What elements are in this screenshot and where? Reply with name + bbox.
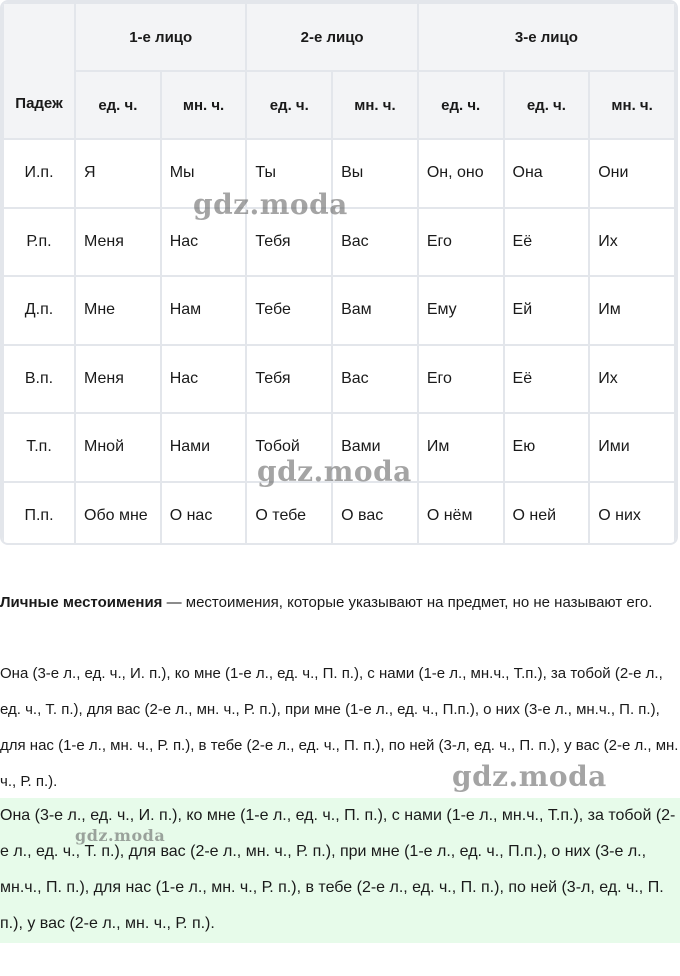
pronoun-cell: Вами: [332, 413, 418, 482]
pronoun-cell: Вам: [332, 276, 418, 345]
case-cell: Д.п.: [3, 276, 75, 345]
pronoun-cell: Вы: [332, 139, 418, 208]
example-paragraph: Она (3-е л., ед. ч., И. п.), ко мне (1-е л., ед. ч., П. п.), с нами (1-е л., мн.ч., Т.п.), за тобой (2-е л., ед. ч., Т. п.), для вас (2-е л., мн. ч., Р. п.), при мне (1-е л., ед. ч., П.п.), о них (3-е л., мн.ч., П. п.), для нас (1-е л., мн. ч., Р. п.), в тебе (2-е л., ед. ч., П. п.), по ней (3-л, ед. ч., П. п.), у вас (2-е л., мн. ч., Р. п.).: [0, 665, 679, 790]
subheader: мн. ч.: [332, 71, 418, 139]
table-subheader-row: [3, 71, 675, 139]
subheader: мн. ч.: [589, 71, 675, 139]
pronoun-cell: Ими: [589, 413, 675, 482]
table-row: [3, 276, 675, 345]
pronoun-cell: Им: [589, 276, 675, 345]
group-header-1st-person: 1-е лицо: [75, 3, 246, 71]
pronoun-cell: Мы: [161, 139, 247, 208]
subheader: мн. ч.: [161, 71, 247, 139]
table-row: [3, 345, 675, 414]
definition-text: — местоимения, которые указывают на предмет, но не называют его.: [162, 594, 653, 611]
table-row: [3, 139, 675, 208]
pronoun-cell: Мной: [75, 413, 161, 482]
pronoun-cell: О тебе: [246, 482, 332, 546]
pronoun-cell: Их: [589, 208, 675, 277]
pronoun-cell: Тебе: [246, 276, 332, 345]
subheader: ед. ч.: [504, 71, 590, 139]
definition-term: Личные местоимения: [0, 594, 163, 611]
table-row: [3, 208, 675, 277]
pronoun-cell: О ней: [504, 482, 590, 546]
pronoun-cell: Его: [418, 345, 504, 414]
answer-block: Она (3-е л., ед. ч., И. п.), ко мне (1-е л., ед. ч., П. п.), с нами (1-е л., мн.ч., Т.п.), за тобой (2-е л., ед. ч., Т. п.), для вас (2-е л., мн. ч., Р. п.), при мне (1-е л., ед. ч., П.п.), о них (3-е л., мн.ч., П. п.), для нас (1-е л., мн. ч., Р. п.), в тебе (2-е л., ед. ч., П. п.), по ней (3-л, ед. ч., П. п.), у вас (2-е л., мн. ч., Р. п.).: [0, 798, 680, 943]
pronoun-cell: Она: [504, 139, 590, 208]
pronoun-cell: Меня: [75, 345, 161, 414]
pronoun-cell: Я: [75, 139, 161, 208]
pronoun-table: [2, 2, 676, 545]
pronoun-cell: Нас: [161, 345, 247, 414]
pronoun-cell: Вас: [332, 208, 418, 277]
watermark: gdz.moda: [193, 188, 348, 221]
pronoun-cell: Ею: [504, 413, 590, 482]
pronoun-cell: Тобой: [246, 413, 332, 482]
pronoun-cell: Он, оно: [418, 139, 504, 208]
watermark: gdz.moda: [452, 760, 607, 793]
case-cell: В.п.: [3, 345, 75, 414]
pronoun-cell: Меня: [75, 208, 161, 277]
case-cell: Р.п.: [3, 208, 75, 277]
group-header-3rd-person: 3-е лицо: [418, 3, 675, 71]
subheader: ед. ч.: [75, 71, 161, 139]
pronoun-cell: Нас: [161, 208, 247, 277]
pronoun-cell: Нами: [161, 413, 247, 482]
table-row: [3, 482, 675, 546]
table-row: [3, 413, 675, 482]
pronoun-cell: Они: [589, 139, 675, 208]
pronoun-cell: Вас: [332, 345, 418, 414]
pronoun-cell: Мне: [75, 276, 161, 345]
group-header-2nd-person: 2-е лицо: [246, 3, 417, 71]
pronoun-cell: Ей: [504, 276, 590, 345]
watermark: gdz.moda: [257, 455, 412, 488]
table-header-row: [3, 3, 675, 71]
definition-paragraph: [0, 585, 680, 621]
pronoun-cell: Тебя: [246, 345, 332, 414]
pronoun-cell: Её: [504, 208, 590, 277]
pronoun-cell: Его: [418, 208, 504, 277]
pronoun-cell: Обо мне: [75, 482, 161, 546]
pronoun-cell: Им: [418, 413, 504, 482]
pronoun-cell: Ты: [246, 139, 332, 208]
subheader: ед. ч.: [246, 71, 332, 139]
case-cell: Т.п.: [3, 413, 75, 482]
pronoun-cell: О нас: [161, 482, 247, 546]
pronoun-cell: Нам: [161, 276, 247, 345]
pronoun-cell: Их: [589, 345, 675, 414]
pronoun-cell: О вас: [332, 482, 418, 546]
pronoun-cell: О нём: [418, 482, 504, 546]
case-cell: П.п.: [3, 482, 75, 546]
pronoun-cell: Ему: [418, 276, 504, 345]
watermark: gdz.moda: [75, 826, 166, 845]
pronoun-cell: Её: [504, 345, 590, 414]
case-column-header: Падеж: [3, 3, 75, 139]
subheader: ед. ч.: [418, 71, 504, 139]
pronoun-cell: Тебя: [246, 208, 332, 277]
pronoun-cell: О них: [589, 482, 675, 546]
case-cell: И.п.: [3, 139, 75, 208]
